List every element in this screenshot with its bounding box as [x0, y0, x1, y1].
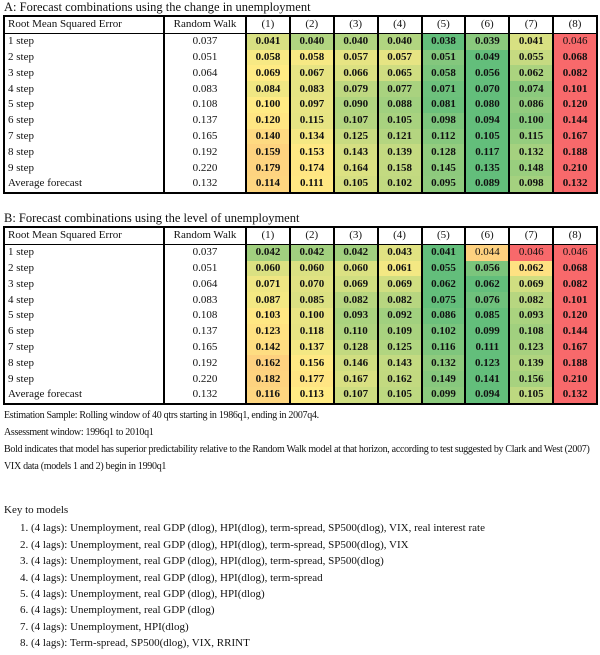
model-7-value: 0.062 [509, 261, 553, 277]
model-6-value: 0.056 [465, 65, 509, 81]
panel-b-table [3, 226, 598, 405]
model-6-value: 0.085 [465, 308, 509, 324]
panel-a-title: A: Forecast combinations using the change in unemployment [4, 0, 311, 14]
model-4-value: 0.162 [378, 371, 422, 387]
model-8-value: 0.082 [553, 65, 597, 81]
table-row [4, 176, 597, 193]
random-walk-value: 0.220 [164, 371, 246, 387]
table-row [4, 81, 597, 97]
model-6-value: 0.099 [465, 324, 509, 340]
model-5-value: 0.112 [422, 129, 466, 145]
row-label: Average forecast [4, 387, 164, 404]
model-8-value: 0.167 [553, 340, 597, 356]
random-walk-value: 0.137 [164, 113, 246, 129]
model-1-value: 0.100 [246, 97, 290, 113]
model-5-value: 0.099 [422, 387, 466, 404]
model-2-value: 0.097 [290, 97, 334, 113]
model-8-value: 0.144 [553, 113, 597, 129]
model-2-value: 0.070 [290, 276, 334, 292]
model-6-value: 0.076 [465, 292, 509, 308]
model-8-value: 0.101 [553, 292, 597, 308]
row-label: 7 step [4, 340, 164, 356]
model-5-value: 0.055 [422, 261, 466, 277]
model-8-value: 0.101 [553, 81, 597, 97]
model-1-value: 0.069 [246, 65, 290, 81]
model-2-value: 0.042 [290, 244, 334, 260]
model-4-value: 0.105 [378, 387, 422, 404]
table-row [4, 261, 597, 277]
model-4-value: 0.143 [378, 355, 422, 371]
model-6-value: 0.135 [465, 160, 509, 176]
model-1-value: 0.058 [246, 50, 290, 66]
table-row [4, 324, 597, 340]
model-6-value: 0.062 [465, 276, 509, 292]
random-walk-value: 0.108 [164, 308, 246, 324]
header-model-4: (4) [378, 16, 422, 33]
model-3-value: 0.128 [334, 340, 378, 356]
model-7-value: 0.082 [509, 292, 553, 308]
model-6-value: 0.123 [465, 355, 509, 371]
model-1-value: 0.114 [246, 176, 290, 193]
panel-b-title: B: Forecast combinations using the level of unemployment [4, 211, 300, 225]
model-3-value: 0.042 [334, 244, 378, 260]
random-walk-value: 0.037 [164, 244, 246, 260]
model-3-value: 0.164 [334, 160, 378, 176]
model-4-value: 0.102 [378, 176, 422, 193]
model-2-value: 0.156 [290, 355, 334, 371]
random-walk-value: 0.064 [164, 276, 246, 292]
header-row [4, 227, 597, 244]
header-model-5: (5) [422, 227, 466, 244]
table-row [4, 97, 597, 113]
model-3-value: 0.107 [334, 387, 378, 404]
note-bold-meaning: Bold indicates that model has superior predictability relative to the Random Walk model at that horizon, according to test suggested by Clark and West (2007) [4, 444, 590, 455]
note-assessment-window: Assessment window: 1996q1 to 2010q1 [4, 427, 154, 438]
row-label: 1 step [4, 244, 164, 260]
model-8-value: 0.046 [553, 33, 597, 49]
model-1-value: 0.060 [246, 261, 290, 277]
model-5-value: 0.051 [422, 50, 466, 66]
header-model-6: (6) [465, 16, 509, 33]
model-3-value: 0.110 [334, 324, 378, 340]
model-1-value: 0.182 [246, 371, 290, 387]
table-row [4, 292, 597, 308]
model-4-value: 0.139 [378, 144, 422, 160]
key-item-2: 2. (4 lags): Unemployment, real GDP (dlog), HPI(dlog), term-spread, SP500(dlog), VIX [31, 537, 594, 553]
row-label: 3 step [4, 276, 164, 292]
table-row [4, 113, 597, 129]
model-2-value: 0.111 [290, 176, 334, 193]
row-label: 4 step [4, 81, 164, 97]
row-label: 3 step [4, 65, 164, 81]
random-walk-value: 0.137 [164, 324, 246, 340]
model-7-value: 0.148 [509, 160, 553, 176]
model-3-value: 0.069 [334, 276, 378, 292]
model-3-value: 0.066 [334, 65, 378, 81]
model-5-value: 0.145 [422, 160, 466, 176]
model-8-value: 0.167 [553, 129, 597, 145]
model-2-value: 0.067 [290, 65, 334, 81]
random-walk-value: 0.051 [164, 261, 246, 277]
model-3-value: 0.143 [334, 144, 378, 160]
key-item-7: 7. (4 lags): Unemployment, HPI(dlog) [31, 619, 594, 635]
model-6-value: 0.044 [465, 244, 509, 260]
header-model-8: (8) [553, 227, 597, 244]
header-model-7: (7) [509, 16, 553, 33]
header-model-7: (7) [509, 227, 553, 244]
model-4-value: 0.158 [378, 160, 422, 176]
model-3-value: 0.082 [334, 292, 378, 308]
model-2-value: 0.153 [290, 144, 334, 160]
row-label: 9 step [4, 371, 164, 387]
model-6-value: 0.117 [465, 144, 509, 160]
model-1-value: 0.041 [246, 33, 290, 49]
model-6-value: 0.094 [465, 113, 509, 129]
model-2-value: 0.115 [290, 113, 334, 129]
header-random-walk: Random Walk [164, 16, 246, 33]
header-model-3: (3) [334, 16, 378, 33]
row-label: 4 step [4, 292, 164, 308]
model-key [4, 502, 594, 652]
header-model-5: (5) [422, 16, 466, 33]
model-3-value: 0.146 [334, 355, 378, 371]
table-row [4, 160, 597, 176]
note-estimation-sample: Estimation Sample: Rolling window of 40 qtrs starting in 1986q1, ending in 2007q4. [4, 410, 319, 421]
model-7-value: 0.093 [509, 308, 553, 324]
model-5-value: 0.098 [422, 113, 466, 129]
model-2-value: 0.085 [290, 292, 334, 308]
random-walk-value: 0.165 [164, 129, 246, 145]
random-walk-value: 0.051 [164, 50, 246, 66]
model-1-value: 0.123 [246, 324, 290, 340]
model-4-value: 0.109 [378, 324, 422, 340]
model-8-value: 0.210 [553, 160, 597, 176]
model-5-value: 0.116 [422, 340, 466, 356]
table-row [4, 308, 597, 324]
model-8-value: 0.132 [553, 176, 597, 193]
model-4-value: 0.069 [378, 276, 422, 292]
model-3-value: 0.079 [334, 81, 378, 97]
model-3-value: 0.167 [334, 371, 378, 387]
model-1-value: 0.042 [246, 244, 290, 260]
model-8-value: 0.082 [553, 276, 597, 292]
header-model-1: (1) [246, 16, 290, 33]
model-8-value: 0.120 [553, 308, 597, 324]
table-row [4, 355, 597, 371]
model-7-value: 0.156 [509, 371, 553, 387]
model-7-value: 0.055 [509, 50, 553, 66]
model-1-value: 0.120 [246, 113, 290, 129]
model-7-value: 0.115 [509, 129, 553, 145]
table-row [4, 50, 597, 66]
key-item-1: 1. (4 lags): Unemployment, real GDP (dlog), HPI(dlog), term-spread, SP500(dlog), VIX, real interest rate [31, 520, 594, 536]
row-label: 6 step [4, 324, 164, 340]
model-2-value: 0.060 [290, 261, 334, 277]
model-5-value: 0.038 [422, 33, 466, 49]
model-2-value: 0.058 [290, 50, 334, 66]
random-walk-value: 0.132 [164, 176, 246, 193]
model-4-value: 0.088 [378, 97, 422, 113]
table-row [4, 387, 597, 404]
model-8-value: 0.068 [553, 50, 597, 66]
model-1-value: 0.179 [246, 160, 290, 176]
model-8-value: 0.188 [553, 144, 597, 160]
model-6-value: 0.111 [465, 340, 509, 356]
model-6-value: 0.056 [465, 261, 509, 277]
model-5-value: 0.128 [422, 144, 466, 160]
model-1-value: 0.140 [246, 129, 290, 145]
model-1-value: 0.116 [246, 387, 290, 404]
model-3-value: 0.057 [334, 50, 378, 66]
model-6-value: 0.141 [465, 371, 509, 387]
header-model-1: (1) [246, 227, 290, 244]
model-7-value: 0.100 [509, 113, 553, 129]
model-4-value: 0.040 [378, 33, 422, 49]
model-7-value: 0.132 [509, 144, 553, 160]
random-walk-value: 0.037 [164, 33, 246, 49]
header-metric: Root Mean Squared Error [4, 227, 164, 244]
header-metric: Root Mean Squared Error [4, 16, 164, 33]
row-label: 5 step [4, 308, 164, 324]
model-6-value: 0.049 [465, 50, 509, 66]
note-vix-data: VIX data (models 1 and 2) begin in 1990q1 [4, 461, 167, 472]
model-6-value: 0.094 [465, 387, 509, 404]
model-8-value: 0.120 [553, 97, 597, 113]
row-label: 9 step [4, 160, 164, 176]
panel-a-table [3, 15, 598, 194]
table-row [4, 244, 597, 260]
model-4-value: 0.082 [378, 292, 422, 308]
random-walk-value: 0.083 [164, 81, 246, 97]
model-2-value: 0.118 [290, 324, 334, 340]
random-walk-value: 0.220 [164, 160, 246, 176]
model-4-value: 0.105 [378, 113, 422, 129]
row-label: 2 step [4, 261, 164, 277]
model-2-value: 0.137 [290, 340, 334, 356]
model-7-value: 0.098 [509, 176, 553, 193]
random-walk-value: 0.064 [164, 65, 246, 81]
model-5-value: 0.095 [422, 176, 466, 193]
model-5-value: 0.075 [422, 292, 466, 308]
model-2-value: 0.177 [290, 371, 334, 387]
model-3-value: 0.093 [334, 308, 378, 324]
model-1-value: 0.103 [246, 308, 290, 324]
header-random-walk: Random Walk [164, 227, 246, 244]
table-row [4, 65, 597, 81]
model-5-value: 0.132 [422, 355, 466, 371]
model-7-value: 0.074 [509, 81, 553, 97]
row-label: 8 step [4, 144, 164, 160]
table-row [4, 144, 597, 160]
model-4-value: 0.125 [378, 340, 422, 356]
table-row [4, 33, 597, 49]
model-7-value: 0.062 [509, 65, 553, 81]
random-walk-value: 0.192 [164, 355, 246, 371]
model-6-value: 0.080 [465, 97, 509, 113]
header-model-8: (8) [553, 16, 597, 33]
random-walk-value: 0.108 [164, 97, 246, 113]
model-4-value: 0.077 [378, 81, 422, 97]
model-8-value: 0.132 [553, 387, 597, 404]
model-5-value: 0.062 [422, 276, 466, 292]
model-3-value: 0.040 [334, 33, 378, 49]
model-3-value: 0.125 [334, 129, 378, 145]
model-1-value: 0.071 [246, 276, 290, 292]
random-walk-value: 0.192 [164, 144, 246, 160]
model-5-value: 0.058 [422, 65, 466, 81]
model-7-value: 0.086 [509, 97, 553, 113]
model-4-value: 0.061 [378, 261, 422, 277]
model-5-value: 0.102 [422, 324, 466, 340]
model-5-value: 0.081 [422, 97, 466, 113]
model-7-value: 0.139 [509, 355, 553, 371]
header-model-6: (6) [465, 227, 509, 244]
model-4-value: 0.121 [378, 129, 422, 145]
header-model-3: (3) [334, 227, 378, 244]
model-8-value: 0.210 [553, 371, 597, 387]
model-3-value: 0.090 [334, 97, 378, 113]
table-row [4, 340, 597, 356]
key-title: Key to models [4, 504, 69, 516]
model-5-value: 0.086 [422, 308, 466, 324]
key-item-5: 5. (4 lags): Unemployment, real GDP (dlog), HPI(dlog) [31, 586, 594, 602]
model-7-value: 0.046 [509, 244, 553, 260]
table-row [4, 276, 597, 292]
model-1-value: 0.084 [246, 81, 290, 97]
model-4-value: 0.057 [378, 50, 422, 66]
model-7-value: 0.069 [509, 276, 553, 292]
row-label: 8 step [4, 355, 164, 371]
model-1-value: 0.162 [246, 355, 290, 371]
random-walk-value: 0.132 [164, 387, 246, 404]
model-3-value: 0.107 [334, 113, 378, 129]
model-2-value: 0.113 [290, 387, 334, 404]
header-row [4, 16, 597, 33]
notes [4, 409, 594, 477]
row-label: 6 step [4, 113, 164, 129]
table-row [4, 371, 597, 387]
model-8-value: 0.046 [553, 244, 597, 260]
model-2-value: 0.134 [290, 129, 334, 145]
model-6-value: 0.039 [465, 33, 509, 49]
model-2-value: 0.100 [290, 308, 334, 324]
key-item-8: 8. (4 lags): Term-spread, SP500(dlog), VIX, RRINT [31, 635, 594, 651]
model-6-value: 0.070 [465, 81, 509, 97]
model-2-value: 0.040 [290, 33, 334, 49]
row-label: 5 step [4, 97, 164, 113]
model-1-value: 0.159 [246, 144, 290, 160]
random-walk-value: 0.165 [164, 340, 246, 356]
model-3-value: 0.060 [334, 261, 378, 277]
model-8-value: 0.188 [553, 355, 597, 371]
model-7-value: 0.108 [509, 324, 553, 340]
header-model-2: (2) [290, 227, 334, 244]
model-4-value: 0.065 [378, 65, 422, 81]
model-4-value: 0.043 [378, 244, 422, 260]
model-1-value: 0.087 [246, 292, 290, 308]
table-row [4, 129, 597, 145]
model-6-value: 0.089 [465, 176, 509, 193]
random-walk-value: 0.083 [164, 292, 246, 308]
model-1-value: 0.142 [246, 340, 290, 356]
key-item-6: 6. (4 lags): Unemployment, real GDP (dlog) [31, 602, 594, 618]
model-2-value: 0.083 [290, 81, 334, 97]
model-7-value: 0.041 [509, 33, 553, 49]
model-8-value: 0.144 [553, 324, 597, 340]
header-model-2: (2) [290, 16, 334, 33]
row-label: Average forecast [4, 176, 164, 193]
key-item-3: 3. (4 lags): Unemployment, real GDP (dlog), HPI(dlog), term-spread, SP500(dlog) [31, 553, 594, 569]
model-2-value: 0.174 [290, 160, 334, 176]
model-5-value: 0.149 [422, 371, 466, 387]
model-5-value: 0.041 [422, 244, 466, 260]
header-model-4: (4) [378, 227, 422, 244]
model-5-value: 0.071 [422, 81, 466, 97]
row-label: 2 step [4, 50, 164, 66]
row-label: 1 step [4, 33, 164, 49]
model-6-value: 0.105 [465, 129, 509, 145]
model-3-value: 0.105 [334, 176, 378, 193]
model-8-value: 0.068 [553, 261, 597, 277]
row-label: 7 step [4, 129, 164, 145]
key-list [4, 520, 594, 651]
key-item-4: 4. (4 lags): Unemployment, real GDP (dlog), HPI(dlog), term-spread [31, 570, 594, 586]
model-7-value: 0.105 [509, 387, 553, 404]
model-4-value: 0.092 [378, 308, 422, 324]
model-7-value: 0.123 [509, 340, 553, 356]
